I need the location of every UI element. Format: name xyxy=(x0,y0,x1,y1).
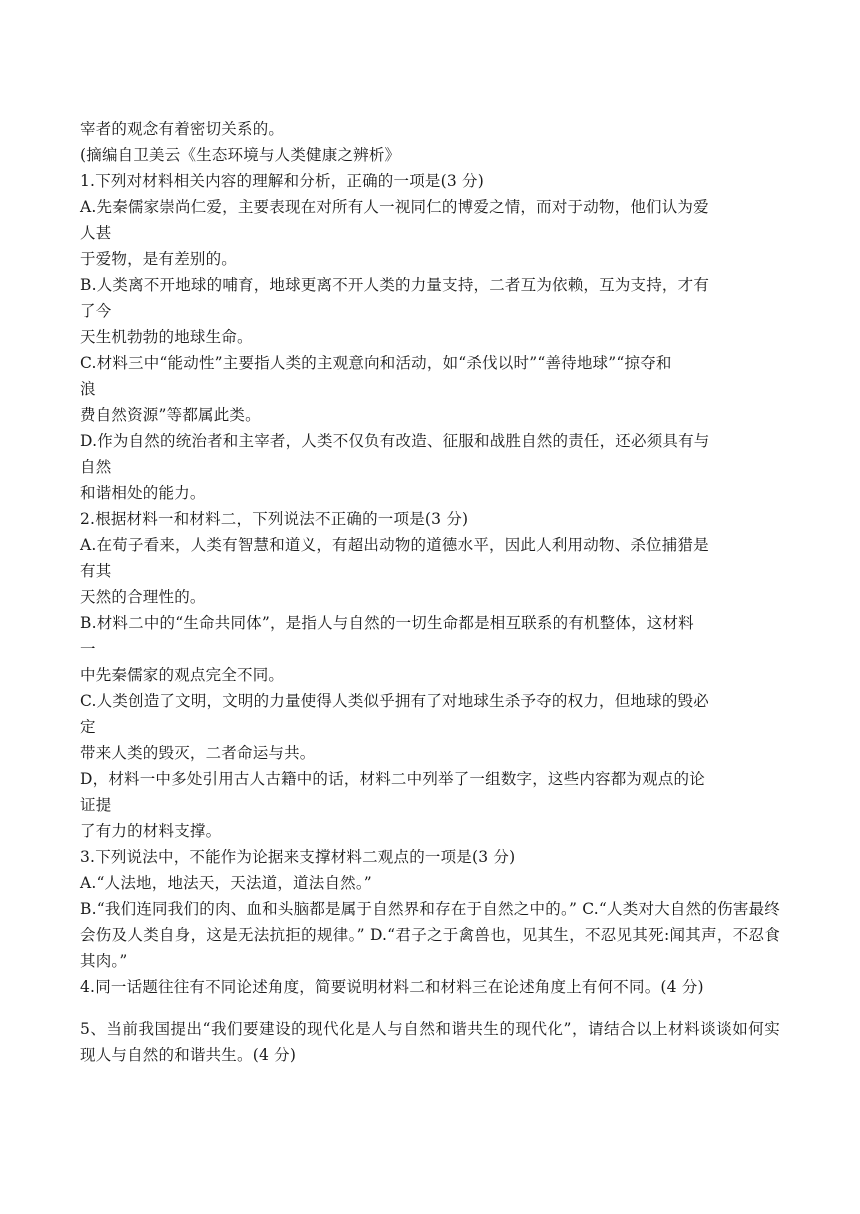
text-line: 宰者的观念有着密切关系的。 xyxy=(80,120,285,138)
q2-option-c-line3: 带来人类的毁灭，二者命运与共。 xyxy=(80,744,316,762)
q2-option-c-line1: C.人类创造了文明，文明的力量使得人类似乎拥有了对地球生杀予夺的权力，但地球的毁必 xyxy=(80,692,709,710)
q2-option-a-line2: 有其 xyxy=(80,562,112,580)
q2-option-b-line3: 中先秦儒家的观点完全不同。 xyxy=(80,666,285,684)
q1-option-a-line3: 于爱物，是有差别的。 xyxy=(80,250,238,268)
q1-option-a-line1: A.先秦儒家崇尚仁爱，主要表现在对所有人一视同仁的博爱之情，而对于动物，他们认为爱 xyxy=(80,198,709,216)
q1-option-c-line1: C.材料三中“能动性”主要指人类的主观意向和活动，如“杀伐以时”“善待地球”“掠夺和 xyxy=(80,354,672,372)
q1-option-c-line3: 费自然资源”等都属此类。 xyxy=(80,406,261,424)
q3-option-a: A.“人法地，地法天，天法道，道法自然。” xyxy=(80,874,372,892)
q2-option-b-line1: B.材料二中的“生命共同体”，是指人与自然的一切生命都是相互联系的有机整体，这材料 xyxy=(80,614,694,632)
q3-options-bcd: B.“我们连同我们的肉、血和头脑都是属于自然界和存在于自然之中的。” C.“人类对大自然的伤害最终会伤及人类自身，这是无法抗拒的规律。” D.“君子之于禽兽也，见其生，不忍见其死:闻其声，不忍食其肉。” xyxy=(80,900,780,970)
document-text xyxy=(80,116,780,1068)
source-citation: (摘编自卫美云《生态环境与人类健康之辨析》 xyxy=(80,146,401,164)
q2-option-c-line2: 定 xyxy=(80,718,96,736)
q2-option-a-line3: 天然的合理性的。 xyxy=(80,588,206,606)
question-3-stem: 3.下列说法中，不能作为论据来支撑材料二观点的一项是(3 分) xyxy=(80,848,516,866)
q1-option-d-line2: 自然 xyxy=(80,458,112,476)
question-2-stem: 2.根据材料一和材料二，下列说法不正确的一项是(3 分) xyxy=(80,510,469,528)
paragraph-gap xyxy=(80,1000,780,1016)
q1-option-d-line1: D.作为自然的统治者和主宰者，人类不仅负有改造、征服和战胜自然的责任，还必须具有与 xyxy=(80,432,710,450)
q2-option-d-line2: 证提 xyxy=(80,796,112,814)
q2-option-a-line1: A.在荀子看来，人类有智慧和道义，有超出动物的道德水平，因此人利用动物、杀位捕猎是 xyxy=(80,536,709,554)
q1-option-b-line3: 天生机勃勃的地球生命。 xyxy=(80,328,253,346)
question-1-stem: 1.下列对材料相关内容的理解和分析，正确的一项是(3 分) xyxy=(80,172,484,190)
question-4: 4.同一话题往往有不同论述角度，简要说明材料二和材料三在论述角度上有何不同。(4 分) xyxy=(80,978,704,996)
q1-option-b-line2: 了今 xyxy=(80,302,112,320)
q1-option-a-line2: 人甚 xyxy=(80,224,112,242)
q1-option-c-line2: 浪 xyxy=(80,380,96,398)
q2-option-d-line1: D，材料一中多处引用古人古籍中的话，材料二中列举了一组数字，这些内容都为观点的论 xyxy=(80,770,705,788)
q2-option-d-line3: 了有力的材料支撑。 xyxy=(80,822,222,840)
q1-option-d-line3: 和谐相处的能力。 xyxy=(80,484,206,502)
q2-option-b-line2: 一 xyxy=(80,640,96,658)
question-5: 5、当前我国提出“我们要建设的现代化是人与自然和谐共生的现代化”，请结合以上材料谈谈如何实现人与自然的和谐共生。(4 分) xyxy=(80,1020,780,1064)
q1-option-b-line1: B.人类离不开地球的哺育，地球更离不开人类的力量支持，二者互为依赖，互为支持，才有 xyxy=(80,276,710,294)
